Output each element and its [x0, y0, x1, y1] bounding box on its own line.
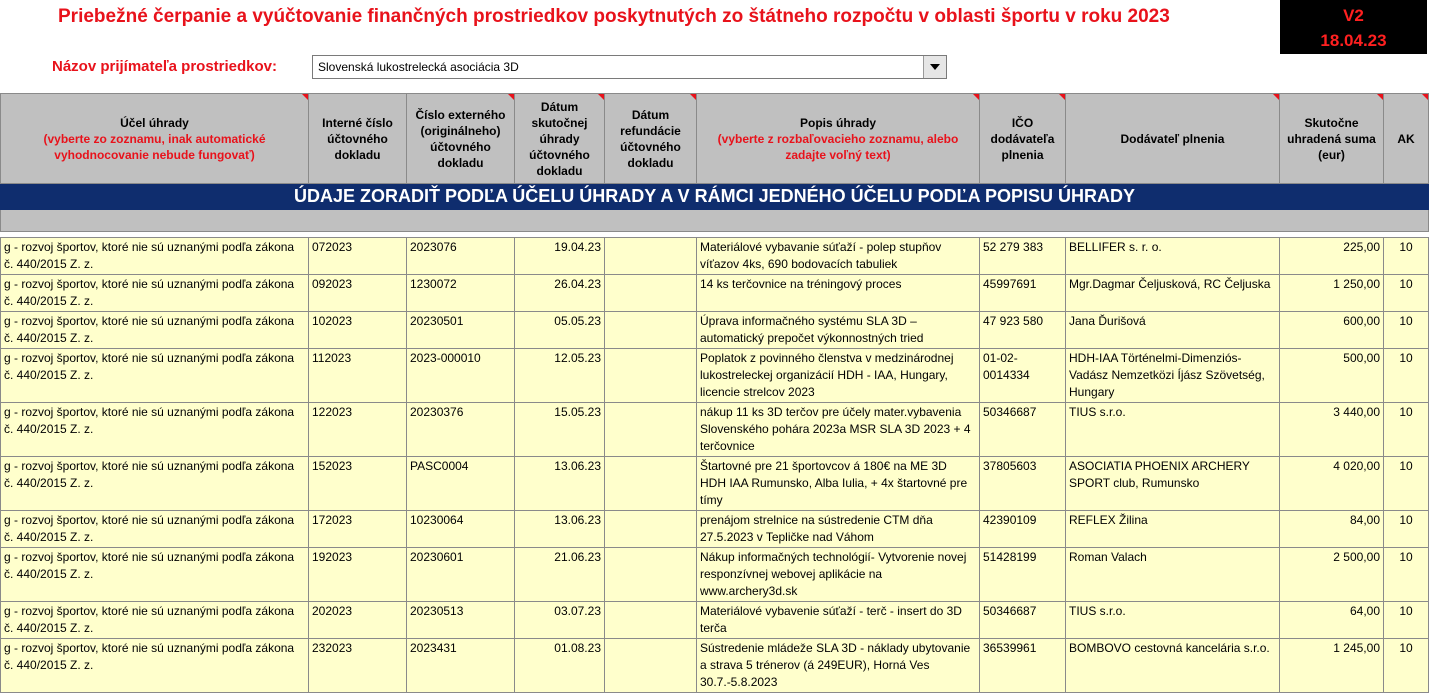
cell-suma[interactable]: 1 250,00	[1280, 275, 1384, 312]
table-row	[1, 312, 1429, 349]
cell-refund[interactable]	[605, 275, 697, 312]
cell-ico[interactable]: 47 923 580	[980, 312, 1066, 349]
cell-datum[interactable]: 12.05.23	[515, 349, 605, 403]
table-row	[1, 349, 1429, 403]
cell-popis[interactable]: prenájom strelnice na sústredenie CTM dňa 27.5.2023 v Tepličke nad Váhom	[697, 511, 980, 548]
cell-ak[interactable]: 10	[1384, 275, 1429, 312]
recipient-value: Slovenská lukostrelecká asociácia 3D	[318, 60, 519, 74]
cell-datum[interactable]: 01.08.23	[515, 639, 605, 693]
cell-datum[interactable]: 05.05.23	[515, 312, 605, 349]
cell-interne[interactable]: 172023	[309, 511, 407, 548]
cell-ucel[interactable]: g - rozvoj športov, ktoré nie sú uznanými podľa zákona č. 440/2015 Z. z.	[1, 511, 309, 548]
cell-datum[interactable]: 21.06.23	[515, 548, 605, 602]
cell-dodavatel[interactable]: TIUS s.r.o.	[1066, 403, 1280, 457]
cell-externe[interactable]: 10230064	[407, 511, 515, 548]
cell-ucel[interactable]: g - rozvoj športov, ktoré nie sú uznanými podľa zákona č. 440/2015 Z. z.	[1, 457, 309, 511]
cell-popis[interactable]: Úprava informačného systému SLA 3D – automatický prepočet výkonnostných tried	[697, 312, 980, 349]
cell-dodavatel[interactable]: REFLEX Žilina	[1066, 511, 1280, 548]
cell-ico[interactable]: 37805603	[980, 457, 1066, 511]
cell-refund[interactable]	[605, 312, 697, 349]
cell-popis[interactable]: Sústredenie mládeže SLA 3D - náklady ubytovanie a strava 5 trénerov (á 249EUR), Horná Ves 30.7.-5.8.2023	[697, 639, 980, 693]
cell-refund[interactable]	[605, 349, 697, 403]
cell-suma[interactable]: 500,00	[1280, 349, 1384, 403]
cell-datum[interactable]: 13.06.23	[515, 511, 605, 548]
header-suma[interactable]: Skutočne uhradená suma (eur)	[1280, 94, 1384, 184]
header-ak[interactable]: AK	[1384, 94, 1429, 184]
cell-ucel[interactable]: g - rozvoj športov, ktoré nie sú uznanými podľa zákona č. 440/2015 Z. z.	[1, 275, 309, 312]
cell-ucel[interactable]: g - rozvoj športov, ktoré nie sú uznanými podľa zákona č. 440/2015 Z. z.	[1, 312, 309, 349]
cell-ucel[interactable]: g - rozvoj športov, ktoré nie sú uznanými podľa zákona č. 440/2015 Z. z.	[1, 238, 309, 275]
cell-popis[interactable]: Materiálové vybavenie súťaží - terč - insert do 3D terča	[697, 602, 980, 639]
recipient-select[interactable]	[312, 55, 947, 79]
cell-datum[interactable]: 26.04.23	[515, 275, 605, 312]
cell-ak[interactable]: 10	[1384, 457, 1429, 511]
cell-refund[interactable]	[605, 511, 697, 548]
cell-popis[interactable]: Materiálové vybavanie súťaží - polep stupňov víťazov 4ks, 690 bodovacích tabuliek	[697, 238, 980, 275]
cell-suma[interactable]: 64,00	[1280, 602, 1384, 639]
cell-ico[interactable]: 50346687	[980, 403, 1066, 457]
cell-suma[interactable]: 84,00	[1280, 511, 1384, 548]
comment-indicator-icon	[1422, 94, 1428, 100]
cell-externe[interactable]: PASC0004	[407, 457, 515, 511]
table-row	[1, 403, 1429, 457]
cell-externe[interactable]: 2023076	[407, 238, 515, 275]
version-box	[1280, 0, 1427, 54]
table-row	[1, 639, 1429, 693]
cell-popis[interactable]: nákup 11 ks 3D terčov pre účely mater.vybavenia Slovenského pohára 2023a MSR SLA 3D 2023 + 4 terčovnice	[697, 403, 980, 457]
cell-suma[interactable]: 600,00	[1280, 312, 1384, 349]
cell-ico[interactable]: 42390109	[980, 511, 1066, 548]
payments-table	[0, 93, 1429, 693]
cell-ak[interactable]: 10	[1384, 602, 1429, 639]
cell-interne[interactable]: 102023	[309, 312, 407, 349]
cell-ico[interactable]: 01-02-0014334	[980, 349, 1066, 403]
header-dodavatel[interactable]: Dodávateľ plnenia	[1066, 94, 1280, 184]
header-popis[interactable]: Popis úhrady (vyberte z rozbaľovacieho zoznamu, alebo zadajte voľný text)	[697, 94, 980, 184]
comment-indicator-icon	[1377, 94, 1383, 100]
header-externe[interactable]: Číslo externého (originálneho) účtovného dokladu	[407, 94, 515, 184]
header-datum-uhrady[interactable]: Dátum skutočnej úhrady účtovného dokladu	[515, 94, 605, 184]
version-date: 18.04.23	[1320, 31, 1387, 50]
cell-ucel[interactable]: g - rozvoj športov, ktoré nie sú uznanými podľa zákona č. 440/2015 Z. z.	[1, 403, 309, 457]
cell-popis[interactable]: Poplatok z povinného členstva v medzinárodnej lukostreleckej organizácií HDH - IAA, Hungary, licencie strelcov 2023	[697, 349, 980, 403]
cell-ico[interactable]: 52 279 383	[980, 238, 1066, 275]
cell-dodavatel[interactable]: HDH-IAA Történelmi-Dimenziós-Vadász Nemzetközi Íjász Szövetség, Hungary	[1066, 349, 1280, 403]
cell-ak[interactable]: 10	[1384, 511, 1429, 548]
cell-ak[interactable]: 10	[1384, 349, 1429, 403]
cell-dodavatel[interactable]: ASOCIATIA PHOENIX ARCHERY SPORT club, Rumunsko	[1066, 457, 1280, 511]
cell-externe[interactable]: 20230513	[407, 602, 515, 639]
cell-ucel[interactable]: g - rozvoj športov, ktoré nie sú uznanými podľa zákona č. 440/2015 Z. z.	[1, 349, 309, 403]
table-row	[1, 457, 1429, 511]
cell-popis[interactable]: Nákup informačných technológií- Vytvorenie novej responzívnej webovej aplikácie na www.archery3d.sk	[697, 548, 980, 602]
cell-datum[interactable]: 19.04.23	[515, 238, 605, 275]
header-ico[interactable]: IČO dodávateľa plnenia	[980, 94, 1066, 184]
cell-ico[interactable]: 51428199	[980, 548, 1066, 602]
comment-indicator-icon	[1059, 94, 1065, 100]
cell-interne[interactable]: 202023	[309, 602, 407, 639]
cell-externe[interactable]: 1230072	[407, 275, 515, 312]
cell-externe[interactable]: 20230376	[407, 403, 515, 457]
table-row	[1, 511, 1429, 548]
cell-refund[interactable]	[605, 457, 697, 511]
version-label: V2	[1343, 6, 1364, 25]
cell-interne[interactable]: 122023	[309, 403, 407, 457]
comment-indicator-icon	[1273, 94, 1279, 100]
recipient-label: Názov prijímateľa prostriedkov:	[52, 58, 278, 75]
cell-refund[interactable]	[605, 548, 697, 602]
table-row	[1, 238, 1429, 275]
cell-ak[interactable]: 10	[1384, 312, 1429, 349]
table-row	[1, 275, 1429, 312]
cell-ucel[interactable]: g - rozvoj športov, ktoré nie sú uznanými podľa zákona č. 440/2015 Z. z.	[1, 639, 309, 693]
cell-externe[interactable]: 20230501	[407, 312, 515, 349]
cell-externe[interactable]: 2023-000010	[407, 349, 515, 403]
cell-refund[interactable]	[605, 602, 697, 639]
cell-refund[interactable]	[605, 403, 697, 457]
comment-indicator-icon	[302, 94, 308, 100]
cell-popis[interactable]: 14 ks terčovnice na tréningový proces	[697, 275, 980, 312]
cell-ucel[interactable]: g - rozvoj športov, ktoré nie sú uznanými podľa zákona č. 440/2015 Z. z.	[1, 602, 309, 639]
cell-ak[interactable]: 10	[1384, 403, 1429, 457]
header-row	[1, 94, 1429, 184]
cell-interne[interactable]: 192023	[309, 548, 407, 602]
cell-externe[interactable]: 20230601	[407, 548, 515, 602]
banner-text: ÚDAJE ZORADIŤ PODĽA ÚČELU ÚHRADY A V RÁMCI JEDNÉHO ÚČELU PODĽA POPISU ÚHRADY	[1, 184, 1429, 210]
cell-suma[interactable]: 225,00	[1280, 238, 1384, 275]
header-datum-refundacie[interactable]: Dátum refundácie účtovného dokladu	[605, 94, 697, 184]
cell-interne[interactable]: 232023	[309, 639, 407, 693]
cell-datum[interactable]: 03.07.23	[515, 602, 605, 639]
cell-interne[interactable]: 072023	[309, 238, 407, 275]
cell-dodavatel[interactable]: Mgr.Dagmar Čeljusková, RC Čeljuska	[1066, 275, 1280, 312]
comment-indicator-icon	[973, 94, 979, 100]
cell-ak[interactable]: 10	[1384, 548, 1429, 602]
cell-ico[interactable]: 36539961	[980, 639, 1066, 693]
cell-suma[interactable]: 2 500,00	[1280, 548, 1384, 602]
cell-suma[interactable]: 4 020,00	[1280, 457, 1384, 511]
table-row	[1, 548, 1429, 602]
header-ucel[interactable]: Účel úhrady (vyberte zo zoznamu, inak automatické vyhodnocovanie nebude fungovať)	[1, 94, 309, 184]
cell-popis[interactable]: Štartovné pre 21 športovcov á 180€ na ME 3D HDH IAA Rumunsko, Alba Iulia, + 4x štartovné pre tímy	[697, 457, 980, 511]
cell-dodavatel[interactable]: BOMBOVO cestovná kancelária s.r.o.	[1066, 639, 1280, 693]
comment-indicator-icon	[598, 94, 604, 100]
table-body	[1, 238, 1429, 693]
cell-suma[interactable]: 3 440,00	[1280, 403, 1384, 457]
cell-ak[interactable]: 10	[1384, 639, 1429, 693]
cell-datum[interactable]: 15.05.23	[515, 403, 605, 457]
header-interne[interactable]: Interné číslo účtovného dokladu	[309, 94, 407, 184]
cell-externe[interactable]: 2023431	[407, 639, 515, 693]
comment-indicator-icon	[690, 94, 696, 100]
table-row	[1, 602, 1429, 639]
cell-interne[interactable]: 112023	[309, 349, 407, 403]
banner-row	[1, 184, 1429, 210]
dropdown-button[interactable]	[923, 56, 946, 78]
cell-ucel[interactable]: g - rozvoj športov, ktoré nie sú uznanými podľa zákona č. 440/2015 Z. z.	[1, 548, 309, 602]
cell-dodavatel[interactable]: BELLIFER s. r. o.	[1066, 238, 1280, 275]
cell-ico[interactable]: 45997691	[980, 275, 1066, 312]
chevron-down-icon	[930, 64, 940, 70]
cell-refund[interactable]	[605, 639, 697, 693]
spacer-row	[1, 210, 1429, 232]
cell-dodavatel[interactable]: Roman Valach	[1066, 548, 1280, 602]
cell-ak[interactable]: 10	[1384, 238, 1429, 275]
cell-suma[interactable]: 1 245,00	[1280, 639, 1384, 693]
cell-datum[interactable]: 13.06.23	[515, 457, 605, 511]
cell-dodavatel[interactable]: TIUS s.r.o.	[1066, 602, 1280, 639]
cell-dodavatel[interactable]: Jana Ďurišová	[1066, 312, 1280, 349]
page-title: Priebežné čerpanie a vyúčtovanie finančných prostriedkov poskytnutých zo štátneho rozpočtu v oblasti športu v roku 2023	[58, 6, 1170, 27]
cell-refund[interactable]	[605, 238, 697, 275]
cell-interne[interactable]: 152023	[309, 457, 407, 511]
comment-indicator-icon	[508, 94, 514, 100]
cell-ico[interactable]: 50346687	[980, 602, 1066, 639]
cell-interne[interactable]: 092023	[309, 275, 407, 312]
